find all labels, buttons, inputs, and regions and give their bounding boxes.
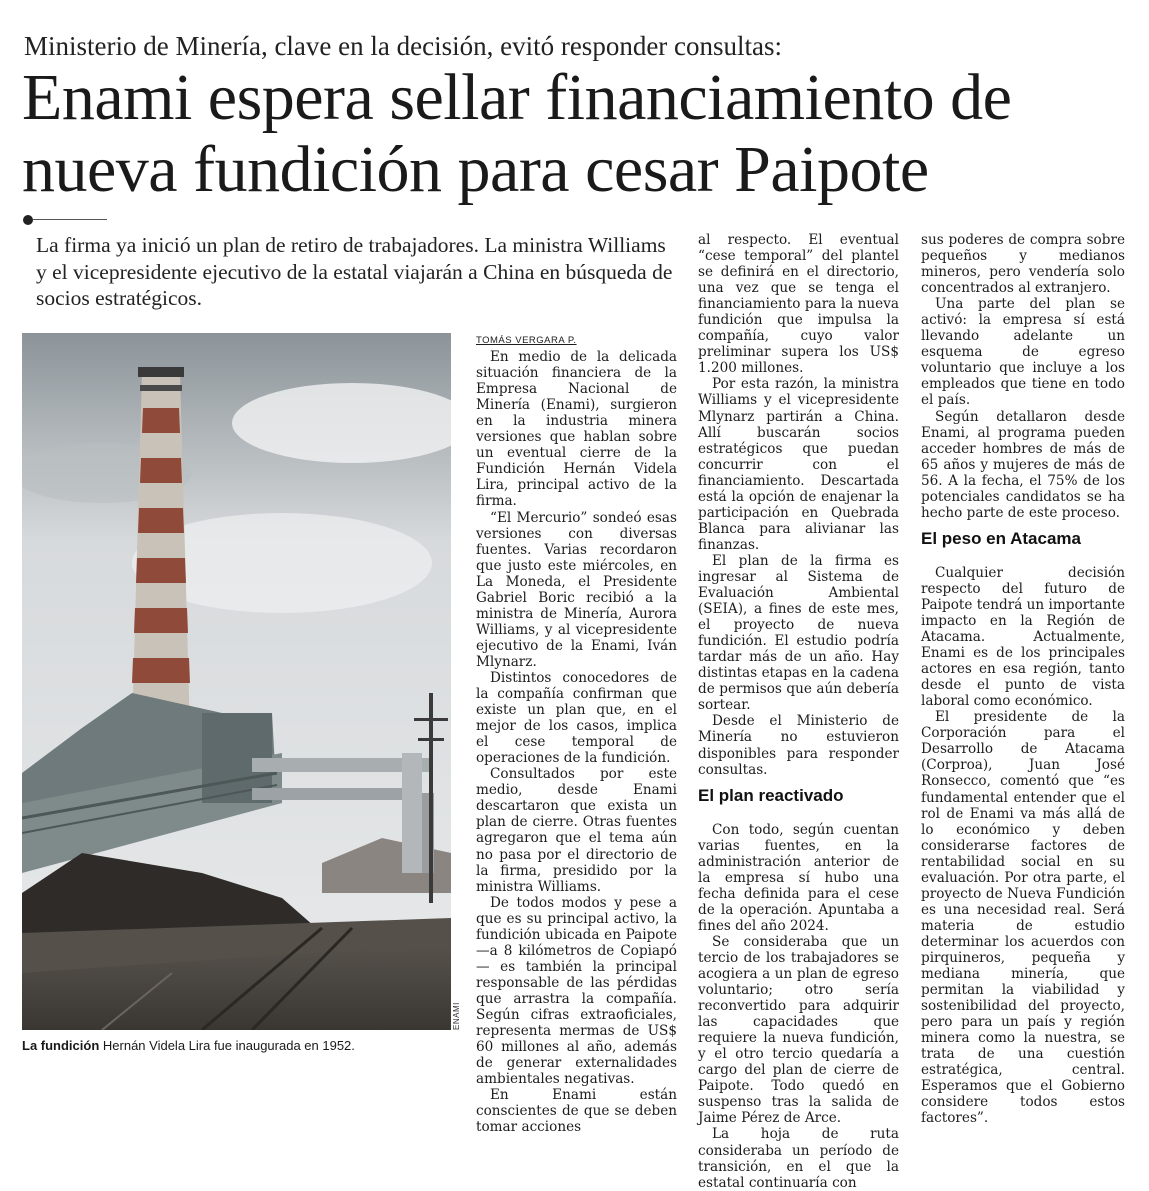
kicker: Ministerio de Minería, clave en la decisión, evitó responder consultas:: [24, 31, 783, 61]
paragraph: Con todo, según cuentan varias fuentes, en la administración anterior de la empresa sí hubo una fecha definida para el cese de la operación. Apuntaba a fines del año 2024.: [698, 821, 899, 934]
paragraph: “El Mercurio” sondeó esas versiones con diversas fuentes. Varias recordaron que justo este miércoles, en La Moneda, el Presidente Gabriel Boric recibió a la ministra de Minería, Aurora Williams, y al vicepresidente ejecutivo de la Enami, Iván Mlynarz.: [476, 509, 677, 670]
paragraph: El plan de la firma es ingresar al Sistema de Evaluación Ambiental (SEIA), a fines de este mes, el proyecto de nueva fundición. El estudio podría tardar más de un año. Hay distintas etapas en la cadena de permisos que aún debería sortear.: [698, 552, 899, 714]
paragraph: Según detallaron desde Enami, al programa pueden acceder hombres de más de 65 años y mujeres de más de 56. A la fecha, el 75% de los potenciales candidatos se ha hecho parte de este proceso.: [921, 408, 1125, 521]
bajada: La firma ya inició un plan de retiro de trabajadores. La ministra Williams y el vicepresidente ejecutivo de la estatal viajarán a China en búsqueda de socios estratégicos.: [36, 233, 673, 310]
paragraph: al respecto. El eventual “cese temporal” del plantel se definirá en el directorio, una vez que se tenga el financiamiento para la nueva fundición que impulsa la compañía, cuyo valor preliminar supera los US$ 1.200 millones.: [698, 232, 899, 377]
headline: Enami espera sellar financiamiento de nueva fundición para cesar Paipote: [22, 61, 1012, 206]
paragraph: De todos modos y pese a que es su principal activo, la fundición ubicada en Paipote —a 8 kilómetros de Copiapó— es también la principal responsable de las pérdidas que arrastra la compañía. Según cifras extraoficiales, representa mermas de US$ 60 millones al año, además de generar externalidades ambientales negativas.: [476, 894, 677, 1088]
caption-lead: La fundición: [22, 1038, 100, 1053]
paragraph: Cualquier decisión respecto del futuro de Paipote tendrá un importante impacto en la Región de Atacama. Actualmente, Enami es de los principales actores en esa región, tanto desde el punto de vista laboral como económico.: [921, 564, 1125, 710]
paragraph: La hoja de ruta consideraba un período de transición, en el que la estatal continuaría con: [698, 1126, 899, 1191]
rule-line: [33, 219, 107, 220]
paragraph: En Enami están conscientes de que se deben tomar acciones: [476, 1087, 677, 1136]
body-column-2: [698, 232, 899, 1191]
subheading: El peso en Atacama: [921, 528, 1081, 548]
subheading: El plan reactivado: [698, 785, 844, 805]
paragraph: Se consideraba que un tercio de los trabajadores se acogiera a un plan de egreso voluntario; otro sería reconvertido para adquirir las capacidades que requiere la nueva fundición, y el otro tercio quedaría a cargo del plan de cierre de Paipote. Todo quedó en suspenso tras la salida de Jaime Pérez de Arce.: [698, 933, 899, 1127]
body-column-1: [476, 333, 677, 1135]
photo-caption: [22, 1038, 452, 1054]
body-column-3: [921, 232, 1125, 1126]
paragraph: Una parte del plan se activó: la empresa sí está llevando adelante un esquema de egreso voluntario que incluye a los empleados que tiene en todo el país.: [921, 296, 1125, 409]
paragraph: Distintos conocedores de la compañía confirman que existe un plan que, en el mejor de los casos, implica el cese temporal de operaciones de la fundición.: [476, 669, 677, 767]
paragraph: sus poderes de compra sobre pequeños y medianos mineros, pero vendería solo concentrados al extranjero.: [921, 232, 1125, 297]
caption-text: Hernán Videla Lira fue inaugurada en 1952.: [99, 1038, 355, 1053]
rule-dot: [23, 215, 33, 225]
paragraph: Por esta razón, la ministra Williams y el vicepresidente Mlynarz partirán a China. Allí buscarán socios estratégicos que puedan concurrir con el financiamiento. Descartada está la opción de enajenar la participación en Quebrada Blanca para alivianar las finanzas.: [698, 376, 899, 553]
paragraph: El presidente de la Corporación para el Desarrollo de Atacama (Corproa), Juan José Ronsecco, comentó que “es fundamental entender que el rol de Enami va más allá de lo económico y deben considerarse factores de rentabilidad social en su evaluación. Por otra parte, el proyecto de Nueva Fundición es una necesidad real. Será materia de estudio determinar los acuerdos con pirquineros, pequeña y mediana minería, que permitan la viabilidad y sostenibilidad del proyecto, pero para un país y región minera como la nuestra, se trata de una cuestión estratégica, central. Esperamos que el Gobierno considere todos estos factores”.: [921, 709, 1125, 1127]
paragraph: Consultados por este medio, desde Enami descartaron que exista un plan de cierre. Otras fuentes agregaron que el tema aún no pasa por el directorio de la firma, presidido por la ministra Williams.: [476, 766, 677, 895]
article-photo: [22, 333, 451, 1030]
paragraph: Desde el Ministerio de Minería no estuvieron disponibles para responder consultas.: [698, 713, 899, 778]
photo-credit: ENAMI: [452, 1002, 461, 1030]
paragraph: En medio de la delicada situación financiera de la Empresa Nacional de Minería (Enami), surgieron en la industria minera versiones que hablan sobre un eventual cierre de la Fundición Hernán Videla Lira, principal activo de la firma.: [476, 349, 677, 510]
byline: TOMÁS VERGARA P.: [476, 335, 577, 346]
